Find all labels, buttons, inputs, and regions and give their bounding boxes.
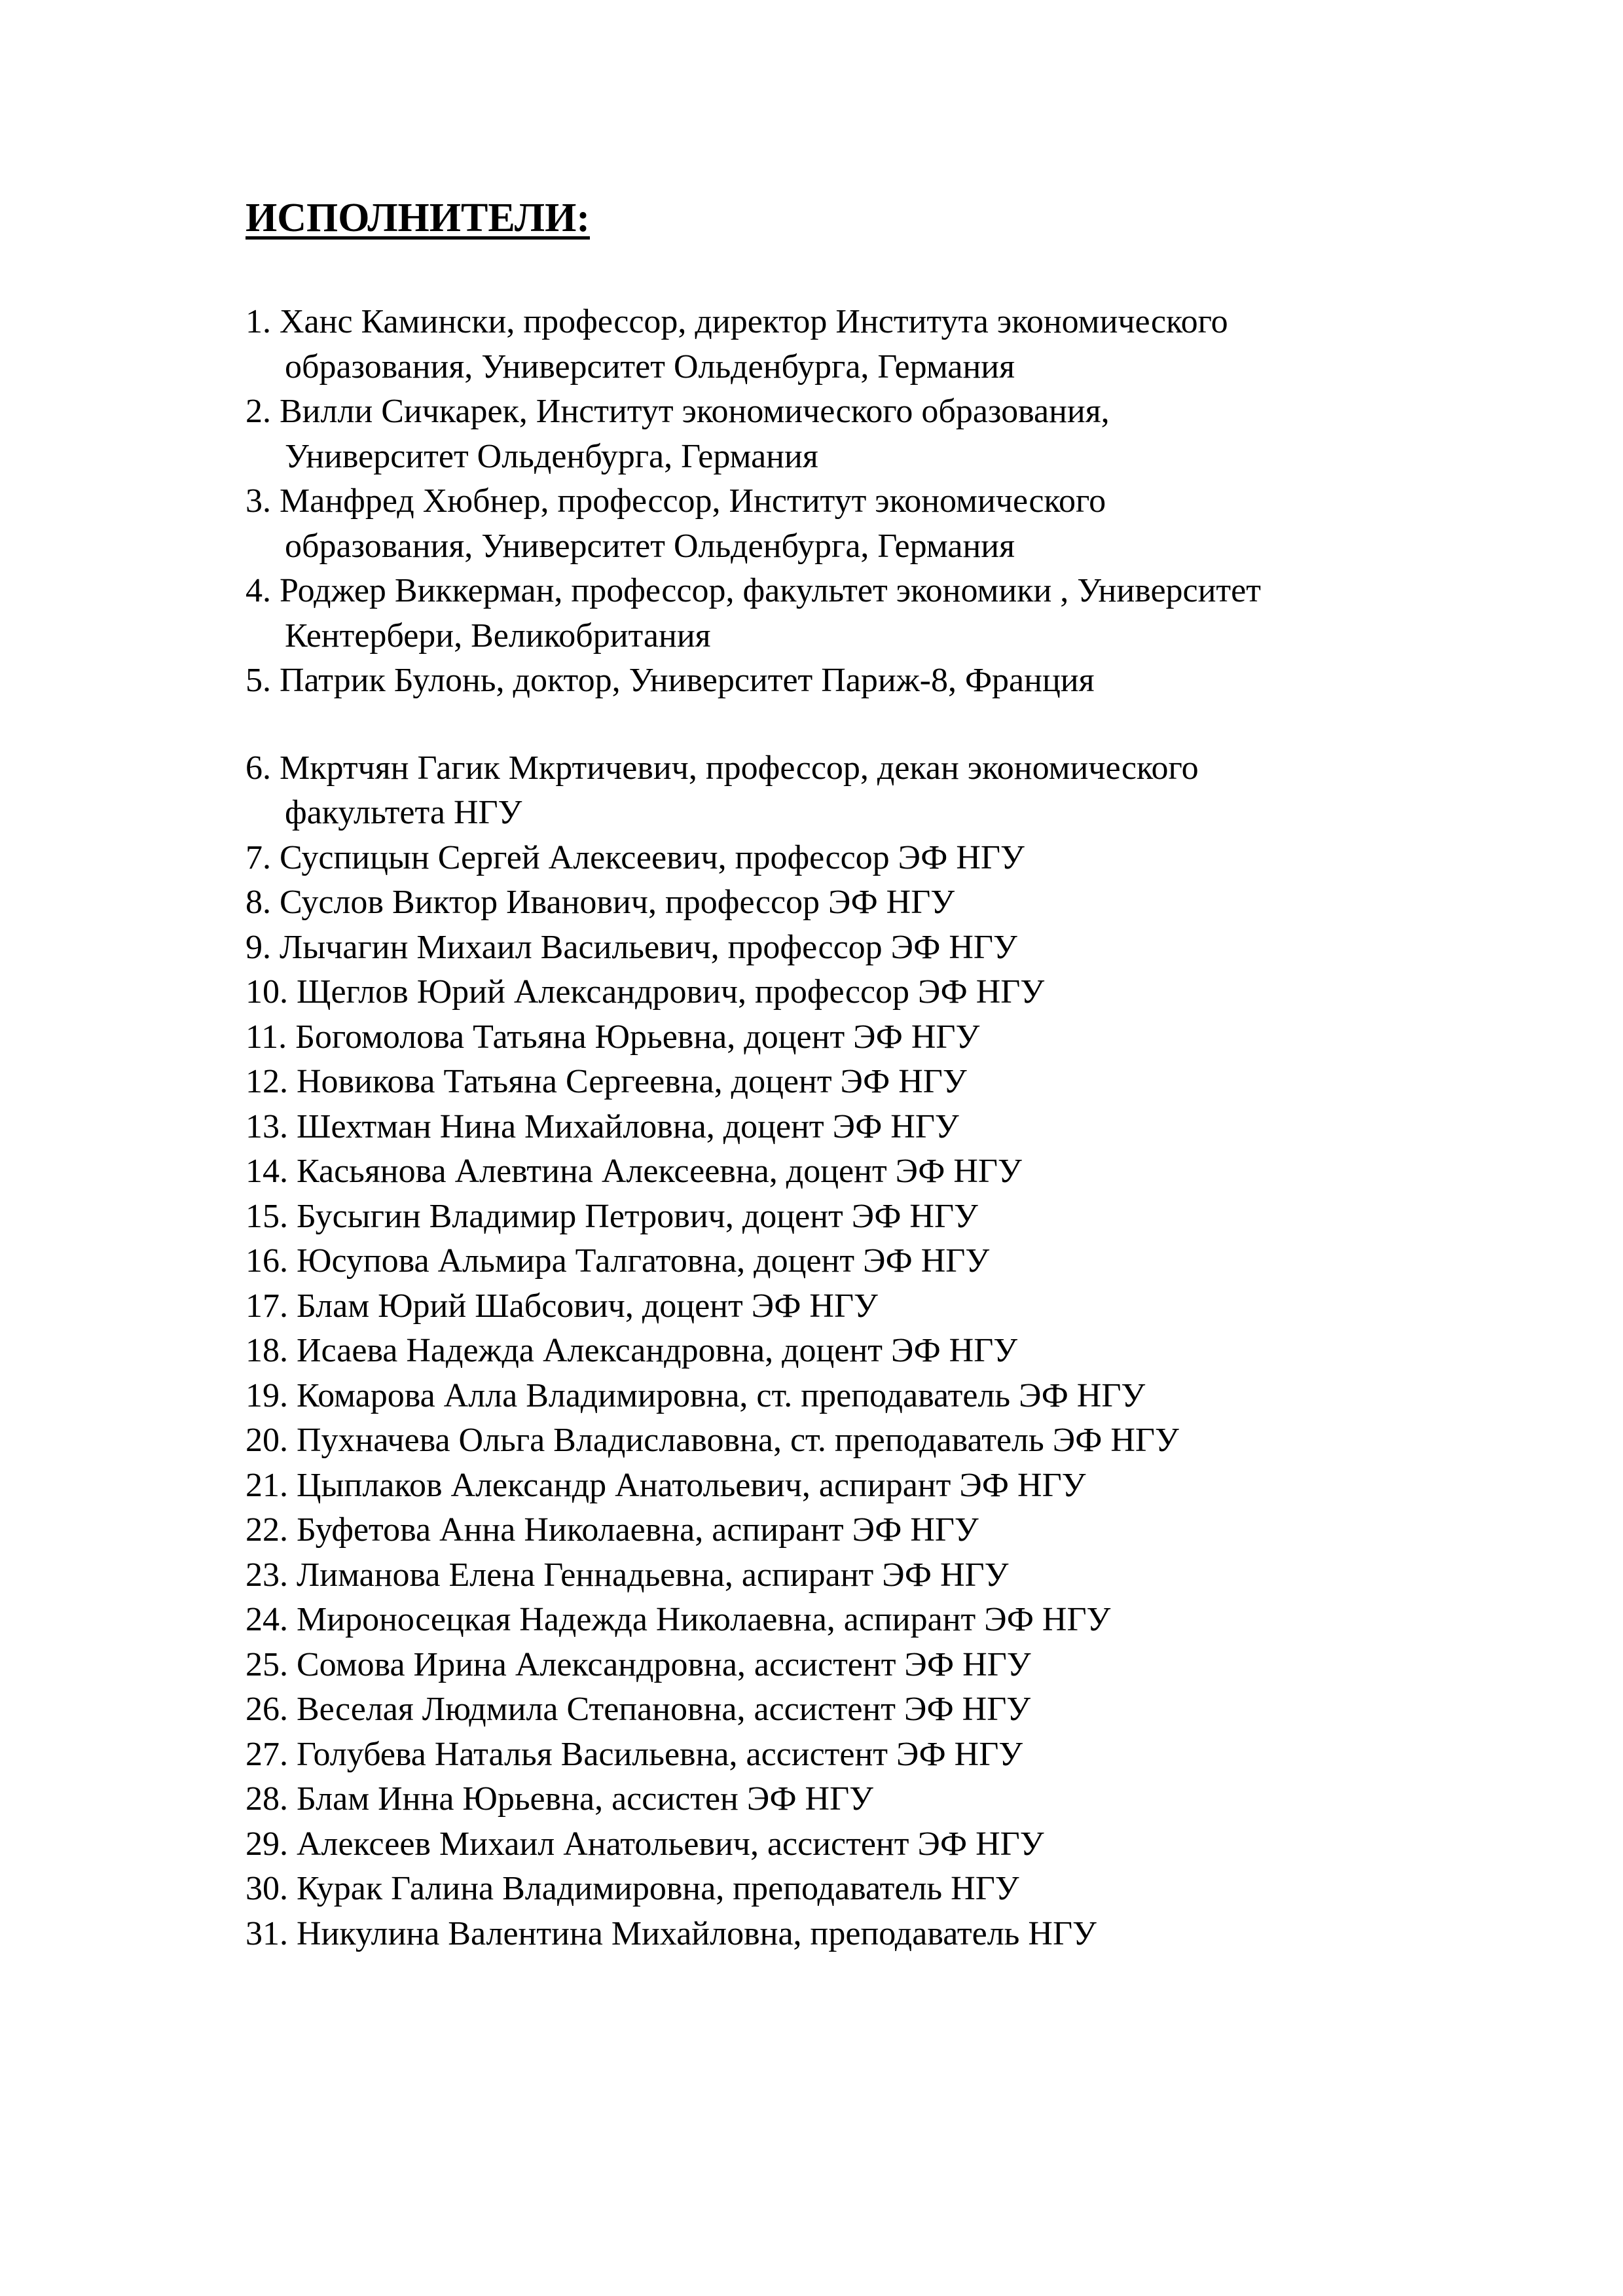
list-item-text: 16. Юсупова Альмира Талгатовна, доцент ЭФ НГУ xyxy=(246,1242,990,1280)
list-item-text: 10. Щеглов Юрий Александрович, профессор ЭФ НГУ xyxy=(246,973,1045,1011)
list-item xyxy=(246,1015,1522,1060)
list-item xyxy=(246,1777,1522,1822)
list-item xyxy=(246,569,1522,658)
list-item-text: 8. Суслов Виктор Иванович, профессор ЭФ НГУ xyxy=(246,884,955,921)
list-item xyxy=(246,880,1522,925)
list-item xyxy=(246,1508,1522,1553)
list-item xyxy=(246,1867,1522,1912)
list-item-text: 13. Шехтман Нина Михайловна, доцент ЭФ НГУ xyxy=(246,1107,959,1145)
list-item-text: 3. Манфред Хюбнер, профессор, Институт экономического xyxy=(246,482,1106,520)
list-item-text: 24. Мироносецкая Надежда Николаевна, аспирант ЭФ НГУ xyxy=(246,1601,1111,1638)
list-item xyxy=(246,836,1522,881)
list-item-text: 7. Суспицын Сергей Алексеевич, профессор ЭФ НГУ xyxy=(246,838,1025,876)
list-item xyxy=(246,1687,1522,1732)
list-item-text: образования, Университет Ольденбурга, Германия xyxy=(285,348,1015,386)
list-item-text: 4. Роджер Виккерман, профессор, факультет экономики , Университет xyxy=(246,572,1261,609)
list-item xyxy=(246,1329,1522,1374)
list-item-text: 31. Никулина Валентина Михайловна, преподаватель НГУ xyxy=(246,1914,1097,1952)
list-item-text: 17. Блам Юрий Шабсович, доцент ЭФ НГУ xyxy=(246,1287,878,1325)
list-item xyxy=(246,746,1522,836)
list-item xyxy=(246,300,1522,389)
list-item-text: 19. Комарова Алла Владимировна, ст. преподаватель ЭФ НГУ xyxy=(246,1376,1146,1414)
list-item xyxy=(246,1553,1522,1598)
list-item-text: 22. Буфетова Анна Николаевна, аспирант ЭФ НГУ xyxy=(246,1511,979,1549)
list-item-text: 30. Курак Галина Владимировна, преподаватель НГУ xyxy=(246,1870,1019,1907)
list-item xyxy=(246,1418,1522,1463)
list-item xyxy=(246,1732,1522,1778)
list-item-text: 5. Патрик Булонь, доктор, Университет Париж-8, Франция xyxy=(246,662,1095,699)
list-item xyxy=(246,389,1522,479)
list-item xyxy=(246,1598,1522,1643)
list-item xyxy=(246,1912,1522,1957)
list-item-text: 14. Касьянова Алевтина Алексеевна, доцент ЭФ НГУ xyxy=(246,1153,1022,1190)
list-item xyxy=(246,1239,1522,1284)
list-item-text: 21. Цыплаков Александр Анатольевич, аспирант ЭФ НГУ xyxy=(246,1466,1086,1504)
contributors-list xyxy=(246,300,1522,1956)
list-item-text: факультета НГУ xyxy=(285,794,522,831)
list-item-text: 6. Мкртчян Гагик Мкртичевич, профессор, декан экономического xyxy=(246,749,1199,787)
list-item xyxy=(246,479,1522,569)
section-gap xyxy=(246,704,1522,746)
list-item-text: 28. Блам Инна Юрьевна, ассистен ЭФ НГУ xyxy=(246,1780,873,1818)
list-item xyxy=(246,1463,1522,1509)
list-item-text: 15. Бусыгин Владимир Петрович, доцент ЭФ НГУ xyxy=(246,1197,978,1235)
list-item xyxy=(246,970,1522,1015)
list-item-text: 12. Новикова Татьяна Сергеевна, доцент ЭФ НГУ xyxy=(246,1063,967,1100)
document-title: ИСПОЛНИТЕЛИ: xyxy=(246,196,590,240)
list-item-text: 2. Вилли Сичкарек, Институт экономического образования, xyxy=(246,393,1110,430)
list-item-text: 1. Ханс Камински, профессор, директор Института экономического xyxy=(246,303,1228,340)
list-item xyxy=(246,1060,1522,1105)
list-item-text: 29. Алексеев Михаил Анатольевич, ассистент ЭФ НГУ xyxy=(246,1825,1044,1863)
list-item xyxy=(246,1105,1522,1150)
list-item xyxy=(246,658,1522,704)
list-item xyxy=(246,1284,1522,1329)
list-item-text: 20. Пухначева Ольга Владиславовна, ст. преподаватель ЭФ НГУ xyxy=(246,1422,1179,1459)
list-item-text: 11. Богомолова Татьяна Юрьевна, доцент ЭФ НГУ xyxy=(246,1018,980,1056)
list-item-text: 27. Голубева Наталья Васильевна, ассистент ЭФ НГУ xyxy=(246,1735,1023,1773)
list-item-text: 25. Сомова Ирина Александровна, ассистент ЭФ НГУ xyxy=(246,1645,1031,1683)
list-item xyxy=(246,925,1522,971)
list-item-text: образования, Университет Ольденбурга, Германия xyxy=(285,527,1015,565)
list-item xyxy=(246,1374,1522,1419)
list-item xyxy=(246,1822,1522,1867)
list-item xyxy=(246,1149,1522,1194)
list-item-text: Университет Ольденбурга, Германия xyxy=(285,437,818,475)
list-item xyxy=(246,1643,1522,1688)
list-item-text: 26. Веселая Людмила Степановна, ассистент ЭФ НГУ xyxy=(246,1691,1031,1728)
list-item xyxy=(246,1194,1522,1240)
list-item-text: 23. Лиманова Елена Геннадьевна, аспирант ЭФ НГУ xyxy=(246,1556,1009,1594)
list-item-text: Кентербери, Великобритания xyxy=(285,617,711,655)
list-item-text: 18. Исаева Надежда Александровна, доцент ЭФ НГУ xyxy=(246,1332,1018,1369)
list-item-text: 9. Лычагин Михаил Васильевич, профессор ЭФ НГУ xyxy=(246,928,1017,966)
